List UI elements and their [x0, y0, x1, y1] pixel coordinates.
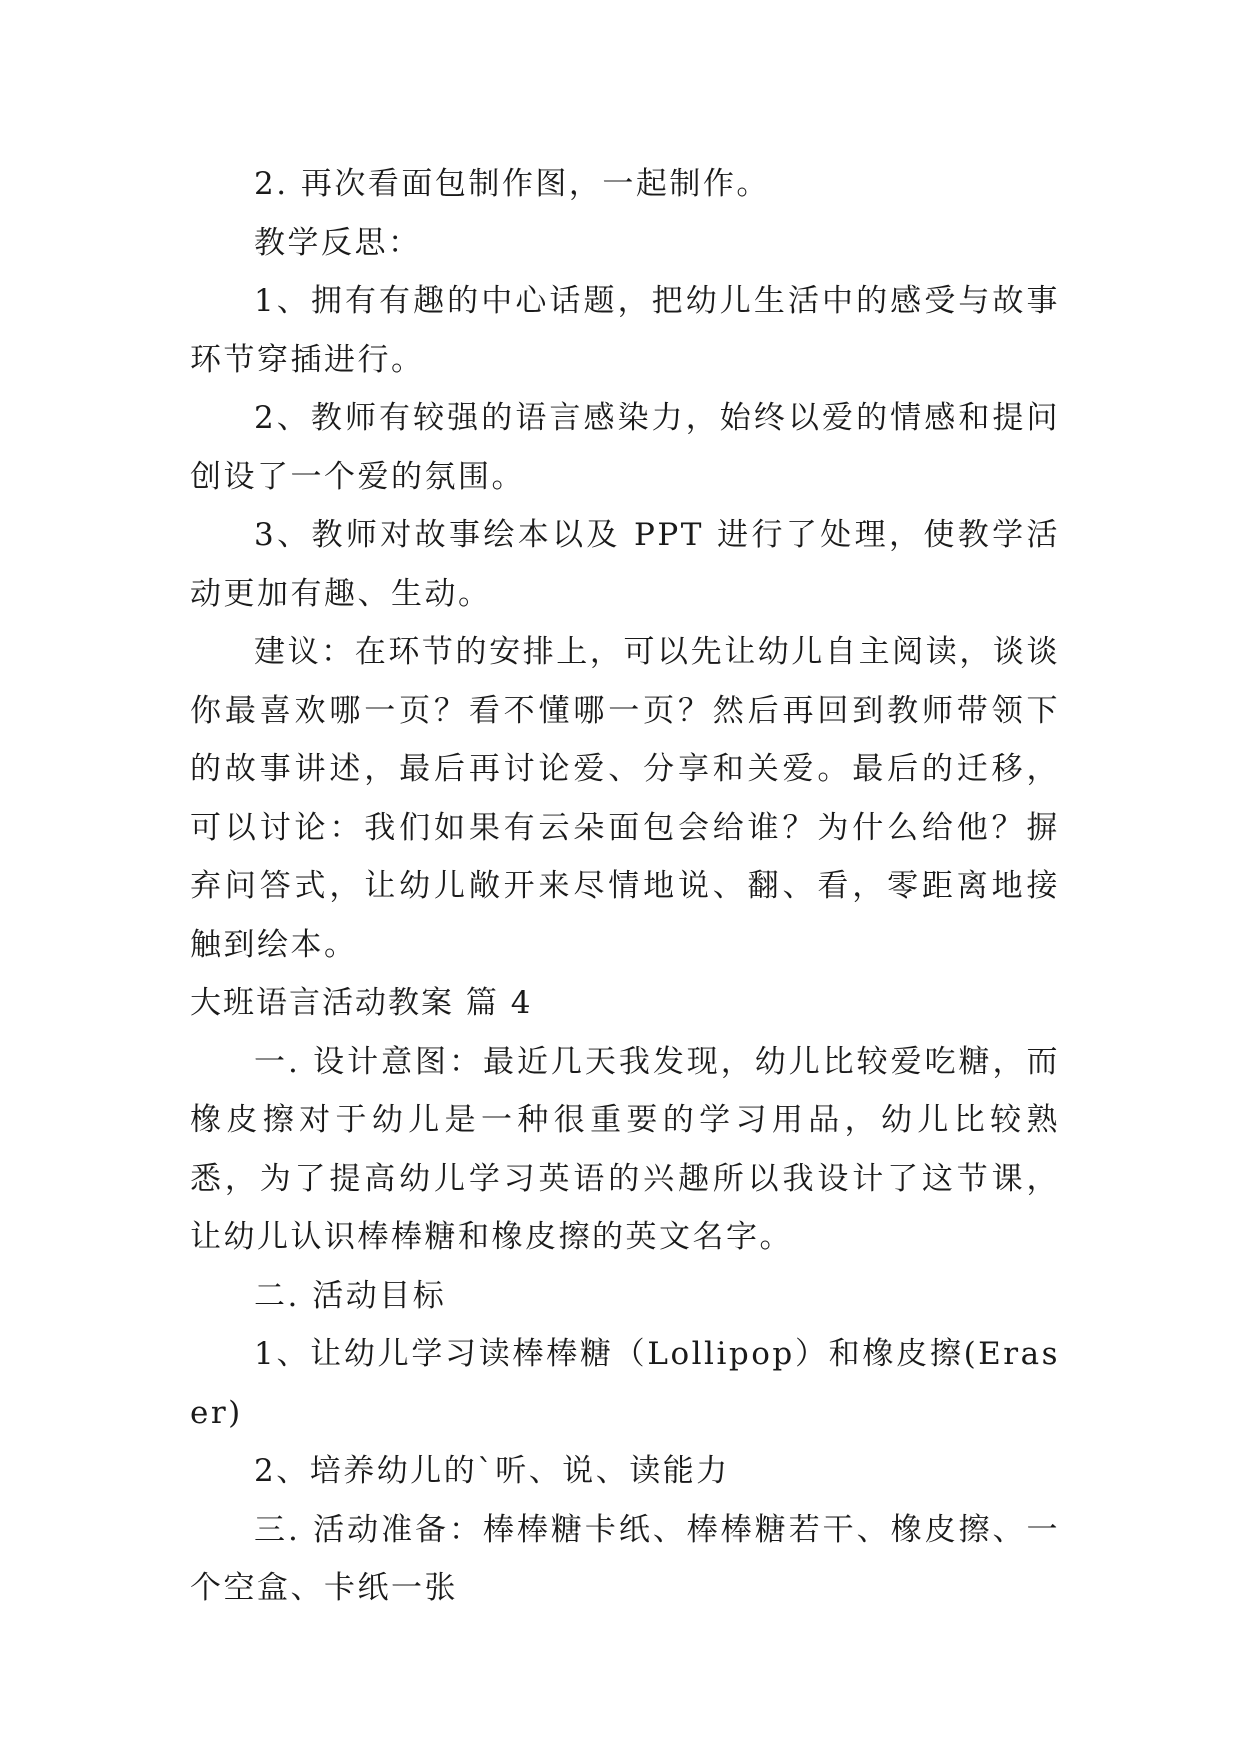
paragraph-reflection-2: 2、教师有较强的语言感染力，始终以爱的情感和提问创设了一个爱的氛围。 [190, 400, 1060, 495]
paragraph-goals-title: 二. 活动目标 [254, 1277, 447, 1314]
document-body [190, 155, 1060, 1618]
section-heading: 大班语言活动教案 篇 4 [190, 985, 533, 1021]
paragraph-preparation: 三. 活动准备：棒棒糖卡纸、棒棒糖若干、橡皮擦、一个空盒、卡纸一张 [190, 1511, 1060, 1606]
paragraph-goal-1: 1、让幼儿学习读棒棒糖（Lollipop）和橡皮擦(Eraser) [190, 1336, 1060, 1431]
paragraph-reflection-title: 教学反思： [254, 224, 422, 261]
paragraph-design-intent: 一. 设计意图：最近几天我发现，幼儿比较爱吃糖，而橡皮擦对于幼儿是一种很重要的学习用品，幼儿比较熟悉，为了提高幼儿学习英语的兴趣所以我设计了这节课，让幼儿认识棒棒糖和橡皮擦的英文名字。 [190, 1043, 1060, 1255]
paragraph-step-2: 2. 再次看面包制作图，一起制作。 [254, 166, 770, 202]
paragraph-goal-2: 2、培养幼儿的`听、说、读能力 [254, 1453, 730, 1489]
paragraph-suggestion: 建议：在环节的安排上，可以先让幼儿自主阅读，谈谈你最喜欢哪一页？看不懂哪一页？然后再回到教师带领下的故事讲述，最后再讨论爱、分享和关爱。最后的迁移，可以讨论：我们如果有云朵面包会给谁？为什么给他？摒弃问答式，让幼儿敞开来尽情地说、翻、看，零距离地接触到绘本。 [190, 634, 1060, 963]
paragraph-reflection-1: 1、拥有有趣的中心话题，把幼儿生活中的感受与故事环节穿插进行。 [190, 283, 1060, 378]
paragraph-reflection-3: 3、教师对故事绘本以及 PPT 进行了处理，使教学活动更加有趣、生动。 [190, 517, 1060, 612]
